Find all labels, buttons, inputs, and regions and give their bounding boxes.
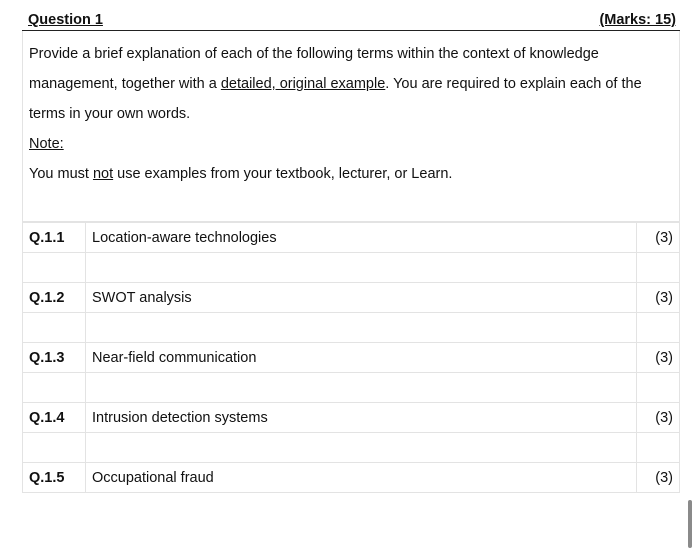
scrollbar-thumb[interactable]: [688, 500, 692, 548]
questions-table: [22, 222, 680, 493]
table-gap-row: [23, 373, 680, 403]
question-marks-cell: (3): [637, 403, 680, 433]
question-number: Q.1.1: [23, 223, 86, 253]
question-term: Near-field communication: [86, 343, 637, 373]
question-number: Q.1.2: [23, 283, 86, 313]
table-gap-row: [23, 253, 680, 283]
question-number: Q.1.3: [23, 343, 86, 373]
intro-text-2: . You are required to explain each of the terms in your own words.: [29, 76, 642, 122]
intro-text-1: Provide a brief explanation of each of the following terms within the context of knowledge management, together with a: [29, 46, 599, 92]
question-term: SWOT analysis: [86, 283, 637, 313]
table-row: [23, 283, 680, 313]
table-gap-row: [23, 433, 680, 463]
question-marks: (Marks: 15): [599, 12, 676, 28]
section-spacer: [22, 195, 680, 222]
instructions-block: [22, 31, 680, 195]
note-label: Note:: [29, 136, 64, 152]
note-text-1: You must: [29, 166, 93, 182]
question-marks-cell: (3): [637, 343, 680, 373]
question-marks-cell: (3): [637, 463, 680, 493]
document-page: [22, 8, 680, 493]
question-marks-cell: (3): [637, 283, 680, 313]
question-term: Intrusion detection systems: [86, 403, 637, 433]
table-row: [23, 403, 680, 433]
table-row: [23, 463, 680, 493]
question-marks-cell: (3): [637, 223, 680, 253]
note-text-2: use examples from your textbook, lecturer, or Learn.: [113, 166, 453, 182]
question-header: [22, 8, 680, 31]
question-title: Question 1: [28, 12, 103, 28]
intro-paragraph: [29, 39, 673, 129]
intro-underlined: detailed, original example: [220, 76, 386, 92]
table-row: [23, 343, 680, 373]
question-term: Occupational fraud: [86, 463, 637, 493]
note-paragraph: [29, 159, 673, 189]
question-term: Location-aware technologies: [86, 223, 637, 253]
table-row: [23, 223, 680, 253]
table-gap-row: [23, 313, 680, 343]
question-number: Q.1.5: [23, 463, 86, 493]
question-number: Q.1.4: [23, 403, 86, 433]
note-emphasis: not: [92, 166, 114, 182]
